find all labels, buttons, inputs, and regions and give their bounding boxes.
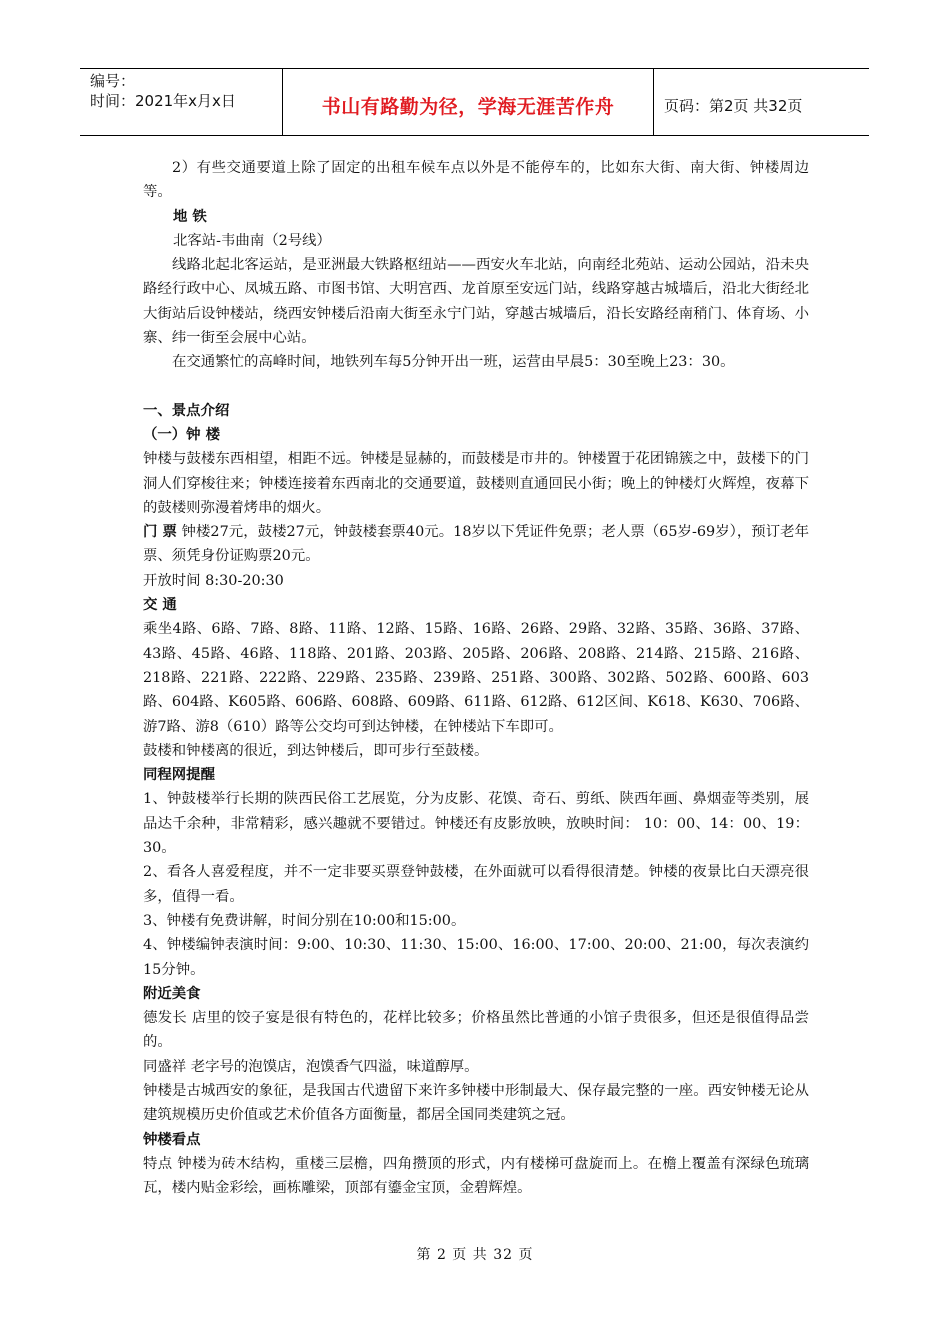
ticket-paragraph (143, 520, 809, 569)
tip-item: 4、钟楼编钟表演时间：9:00、10:30、11:30、15:00、16:00、17:00、20:00、21:00，每次表演约15分钟。 (143, 937, 809, 978)
taxi-note-paragraph: 2）有些交通要道上除了固定的出租车候车点以外是不能停车的，比如东大街、南大街、钟楼周边等。 (143, 160, 809, 201)
tip-item: 1、钟鼓楼举行长期的陕西民俗工艺展览，分为皮影、花馍、奇石、剪纸、陕西年画、鼻烟壶等类别，展品达千余种，非常精彩，感兴趣就不要错过。钟楼还有皮影放映，放映时间： 10：00、14：00、19：30。 (143, 791, 809, 857)
section-heading: 一、景点介绍 (143, 401, 230, 419)
header-meta (80, 69, 282, 135)
header-page-label: 页码：第2页 共32页 (664, 96, 803, 115)
tip-item: 3、钟楼有免费讲解，时间分别在10:00和15:00。 (143, 912, 466, 929)
features-paragraph: 特点 钟楼为砖木结构，重楼三层檐，四角攒顶的形式，内有楼梯可盘旋而上。在檐上覆盖有深绿色琉璃瓦，楼内贴金彩绘，画栋雕梁，顶部有鎏金宝顶，金碧辉煌。 (143, 1155, 809, 1197)
metro-heading: 地 铁 (173, 207, 207, 225)
header-time-label: 时间：2021年x月x日 (90, 92, 236, 110)
header-number-label: 编号： (90, 72, 136, 90)
page-header (80, 68, 869, 136)
traffic-bus-routes: 乘坐4路、6路、7路、8路、11路、12路、15路、16路、26路、29路、32路、35路、36路、37路、43路、45路、46路、118路、201路、203路、205路、206路、208路、214路、215路、216路、218路、221路、222路、229路、235路、239路、251路、300路、302路、502路、600路、603路、604路、K605路、606路、608路、609路、611路、612路、612区间、K618、K630、706路、游7路、游8（610）路等公交均可到达钟楼，在钟楼站下车即可。 (143, 621, 809, 735)
bell-tower-intro: 钟楼与鼓楼东西相望，相距不远。钟楼是显赫的，而鼓楼是市井的。钟楼置于花团锦簇之中，鼓楼下的门洞人们穿梭往来；钟楼连接着东西南北的交通要道，鼓楼则直通回民小街；晚上的钟楼灯火辉煌，夜幕下的鼓楼则弥漫着烤串的烟火。 (143, 451, 809, 516)
document-body (143, 156, 809, 1200)
tips-heading: 同程网提醒 (143, 766, 215, 784)
metro-frequency: 在交通繁忙的高峰时间，地铁列车每5分钟开出一班，运营由早晨5：30至晚上23：30。 (172, 354, 735, 371)
tip-item: 2、看各人喜爱程度，并不一定非要买票登钟鼓楼，在外面就可以看得很清楚。钟楼的夜景比白天漂亮很多，值得一看。 (143, 864, 809, 905)
metro-description: 线路北起北客运站，是亚洲最大铁路枢纽站——西安火车北站，向南经北苑站、运动公园站，沿未央路经行政中心、凤城五路、市图书馆、大明宫西、龙首原至安远门站，线路穿越古城墙后，沿北大街经北大街站后设钟楼站，绕西安钟楼后沿南大街至永宁门站，穿越古城墙后，沿长安路经南稍门、体育场、小寨、纬一街至会展中心站。 (143, 257, 809, 347)
traffic-heading: 交 通 (143, 596, 177, 614)
food-item: 同盛祥 老字号的泡馍店，泡馍香气四溢，味道醇厚。 (143, 1058, 479, 1075)
paragraph-spacer (143, 375, 809, 399)
header-motto-cell (282, 69, 654, 135)
highlights-heading: 钟楼看点 (143, 1130, 201, 1148)
ticket-label: 门 票 (143, 523, 177, 541)
traffic-note: 鼓楼和钟楼离的很近，到达钟楼后，即可步行至鼓楼。 (143, 742, 489, 759)
metro-line: 北客站-韦曲南（2号线） (173, 232, 331, 249)
page-footer: 第 2 页 共 32 页 (416, 1247, 534, 1263)
subsection-heading: （一）钟 楼 (143, 425, 220, 443)
food-item: 德发长 店里的饺子宴是很有特色的，花样比较多；价格虽然比普通的小馆子贵很多，但还是很值得品尝的。 (143, 1010, 809, 1051)
opening-hours: 开放时间 8:30-20:30 (143, 572, 284, 589)
header-page-cell (654, 69, 869, 135)
bell-tower-symbol-paragraph: 钟楼是古城西安的象征，是我国古代遗留下来许多钟楼中形制最大、保存最完整的一座。西安钟楼无论从建筑规模历史价值或艺术价值各方面衡量，都居全国同类建筑之冠。 (143, 1082, 809, 1124)
food-heading: 附近美食 (143, 984, 201, 1002)
ticket-text: 钟楼27元，鼓楼27元，钟鼓楼套票40元。18岁以下凭证件免票；老人票（65岁-69岁），预订老年票、须凭身份证购票20元。 (143, 524, 810, 565)
header-motto: 书山有路勤为径，学海无涯苦作舟 (321, 95, 615, 118)
